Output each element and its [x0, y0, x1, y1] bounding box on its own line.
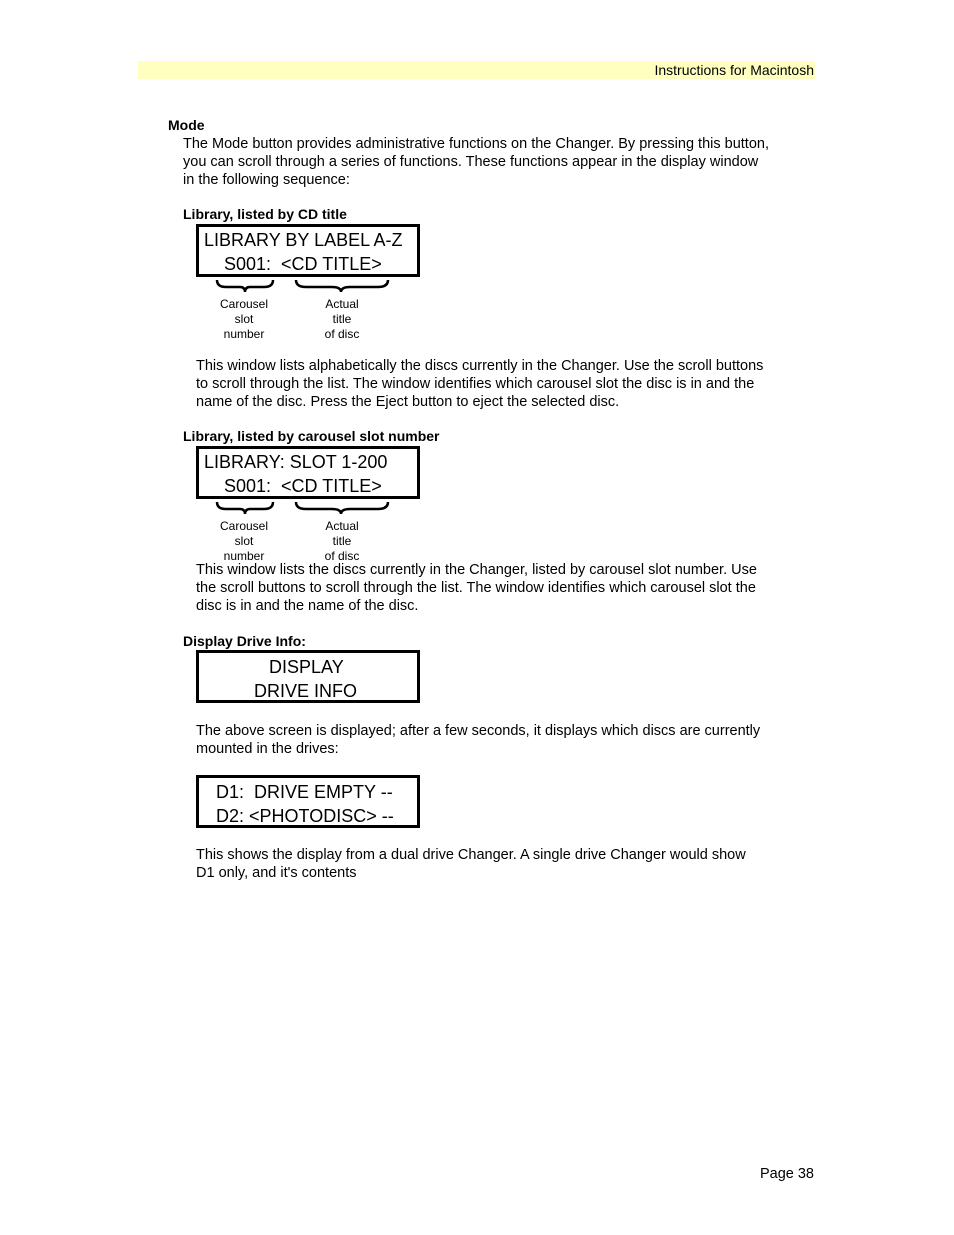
section3-body2 [196, 846, 746, 882]
caption-line: of disc [324, 327, 360, 341]
lcd-line: LIBRARY: SLOT 1-200 [204, 452, 388, 472]
lcd-line: D1: DRIVE EMPTY -- [216, 782, 393, 802]
caption-line: number [223, 327, 265, 341]
lcd-display-library-by-label [196, 224, 420, 277]
text-line: This window lists alphabetically the discs currently in the Changer. Use the scroll buttons [196, 358, 764, 374]
section-heading-cd-title: Library, listed by CD title [183, 206, 347, 222]
section3-body [196, 722, 760, 758]
text-line: This window lists the discs currently in the Changer, listed by carousel slot number. Use [196, 562, 757, 578]
text-line: in the following sequence: [183, 172, 350, 188]
section2-body [196, 561, 757, 615]
brace-icon [214, 500, 394, 516]
caption-line: number [223, 549, 265, 563]
lcd-line: DRIVE INFO [254, 681, 358, 701]
lcd-line: D2: <PHOTODISC> -- [216, 806, 394, 826]
lcd-line: DISPLAY [269, 657, 344, 677]
text-line: name of the disc. Press the Eject button to eject the selected disc. [196, 394, 620, 410]
page-header [138, 61, 815, 79]
lcd-display-drives [196, 775, 420, 828]
text-line: mounted in the drives: [196, 741, 339, 757]
caption-slot [204, 519, 284, 564]
text-line: D1 only, and it's contents [196, 865, 357, 881]
text-line: to scroll through the list. The window identifies which carousel slot the disc is in and the [196, 376, 755, 392]
text-line: The above screen is displayed; after a few seconds, it displays which discs are currently [196, 723, 761, 739]
lcd-display-library-by-slot [196, 446, 420, 499]
text-line: the scroll buttons to scroll through the list. The window identifies which carousel slot the [196, 580, 756, 596]
caption-line: Actual [325, 519, 359, 533]
text-line: disc is in and the name of the disc. [196, 598, 419, 614]
section-heading-slot-number: Library, listed by carousel slot number [183, 428, 440, 444]
caption-line: Actual [325, 297, 359, 311]
lcd-line: S001: <CD TITLE> [224, 476, 382, 496]
caption-line: Carousel [219, 297, 269, 311]
caption-title [302, 297, 382, 342]
caption-line: title [332, 534, 352, 548]
brace-icon [214, 278, 394, 294]
lcd-display-drive-info [196, 650, 420, 703]
caption-line: title [332, 312, 352, 326]
page-number: Page 38 [759, 1166, 814, 1182]
caption-line: slot [234, 534, 254, 548]
section1-body [196, 357, 763, 411]
lcd-line: LIBRARY BY LABEL A-Z [204, 230, 403, 250]
text-line: The Mode button provides administrative functions on the Changer. By pressing this button, [183, 136, 769, 152]
mode-intro [183, 135, 769, 189]
caption-line: of disc [324, 549, 360, 563]
section-heading-drive-info: Display Drive Info: [183, 633, 306, 649]
caption-slot [204, 297, 284, 342]
caption-line: Carousel [219, 519, 269, 533]
lcd-line: S001: <CD TITLE> [224, 254, 382, 274]
caption-title [302, 519, 382, 564]
header-title: Instructions for Macintosh [654, 62, 814, 78]
caption-line: slot [234, 312, 254, 326]
text-line: This shows the display from a dual drive Changer. A single drive Changer would show [196, 847, 746, 863]
text-line: you can scroll through a series of functions. These functions appear in the display window [183, 154, 759, 170]
mode-heading: Mode [168, 117, 205, 133]
